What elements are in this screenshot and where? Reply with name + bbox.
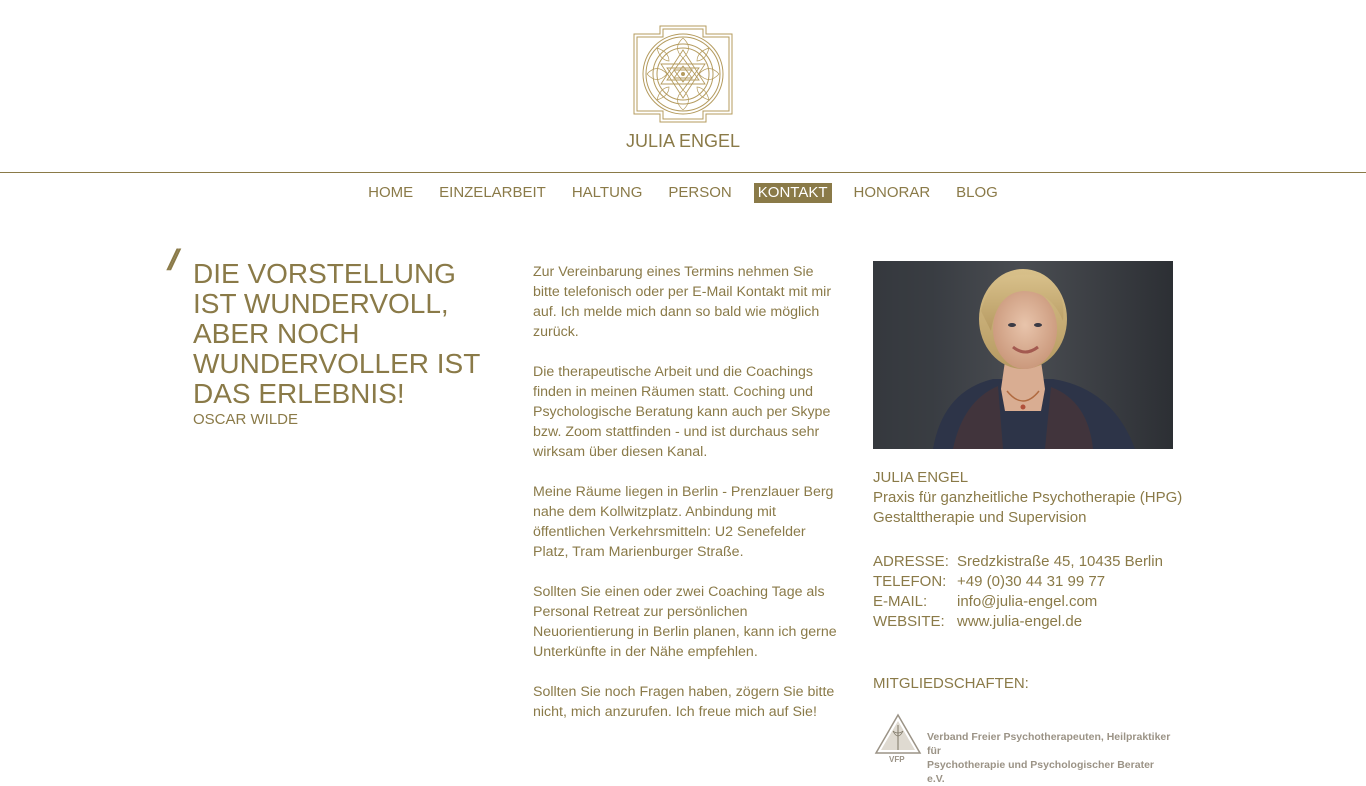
email-row (873, 592, 1163, 612)
address-label: ADRESSE: (873, 553, 949, 570)
quote-line: DAS ERLEBNIS! (193, 378, 405, 409)
nav-item-person[interactable]: PERSON (668, 184, 732, 201)
website-link[interactable]: www.julia-engel.de (957, 613, 1083, 630)
nav-item-home[interactable]: HOME (368, 184, 414, 201)
header-divider (0, 172, 1366, 173)
nav-item-honorar[interactable]: HONORAR (853, 184, 931, 201)
nav-item-kontakt[interactable]: KONTAKT (754, 183, 832, 203)
email-link[interactable]: info@julia-engel.com (957, 593, 1098, 610)
phone-label: TELEFON: (873, 573, 947, 590)
phone-row (873, 572, 1163, 592)
practice-description: Praxis für ganzheitliche Psychotherapie (HPG) (873, 489, 1183, 506)
quote-author: OSCAR WILDE (193, 411, 299, 428)
paragraph: Meine Räume liegen in Berlin - Prenzlauer Berg nahe dem Kollwitzplatz. Anbindung mit öffentlichen Verkehrsmitteln: U2 Senefelder Platz, Tram Marienburger Straße. (533, 484, 834, 560)
portrait-photo (873, 261, 1173, 449)
quote-mark: // (168, 244, 173, 277)
paragraph: Sollten Sie einen oder zwei Coaching Tage als Personal Retreat zur persönlichen Neuorientierung in Berlin planen, kann ich gerne Unterkünfte in der Nähe empfehlen. (533, 584, 837, 660)
nav-item-haltung[interactable]: HALTUNG (571, 184, 643, 201)
contact-details (873, 552, 1163, 632)
quote-line: DIE VORSTELLUNG (193, 258, 456, 289)
email-label: E-MAIL: (873, 593, 928, 610)
vfp-abbrev: VFP (889, 755, 905, 764)
nav-item-einzelarbeit[interactable]: EINZELARBEIT (439, 184, 546, 201)
vfp-membership-logo[interactable] (873, 713, 1173, 785)
vfp-line: Verband Freier Psychotherapeuten, Heilpraktiker für (927, 731, 1171, 757)
memberships-heading: MITGLIEDSCHAFTEN: (873, 675, 1029, 692)
sri-yantra-logo[interactable] (632, 24, 734, 124)
paragraph: Zur Vereinbarung eines Termins nehmen Sie bitte telefonisch oder per E-Mail Kontakt mit mir auf. Ich melde mich dann so bald wie möglich zurück. (533, 264, 832, 340)
website-row (873, 612, 1163, 632)
paragraph: Sollten Sie noch Fragen haben, zögern Sie bitte nicht, mich anzurufen. Ich freue mich auf Sie! (533, 684, 835, 720)
vfp-name (927, 730, 1173, 786)
site-name[interactable]: JULIA ENGEL (625, 131, 741, 151)
website-label: WEBSITE: (873, 613, 945, 630)
vfp-line: Psychotherapie und Psychologischer Berater e.V. (927, 759, 1154, 785)
paragraph: Die therapeutische Arbeit und die Coachings finden in meinen Räumen statt. Coching und Psychologische Beratung kann auch per Skype bzw. Zoom stattfinden - und ist durchaus sehr wirksam über diesen Kanal. (533, 364, 831, 460)
address-value: Sredzkistraße 45, 10435 Berlin (957, 553, 1163, 570)
practice-specialties: Gestalttherapie und Supervision (873, 509, 1087, 526)
contact-info-text (533, 262, 838, 742)
quote-line: ABER NOCH (193, 318, 360, 349)
quote-line: WUNDERVOLLER IST (193, 348, 481, 379)
main-nav (0, 183, 1366, 203)
phone-value[interactable]: +49 (0)30 44 31 99 77 (957, 573, 1106, 590)
address-row (873, 552, 1163, 572)
nav-item-blog[interactable]: BLOG (956, 184, 998, 201)
quote-text (193, 259, 493, 409)
contact-name: JULIA ENGEL (873, 469, 969, 486)
quote-line: IST WUNDERVOLL, (193, 288, 449, 319)
